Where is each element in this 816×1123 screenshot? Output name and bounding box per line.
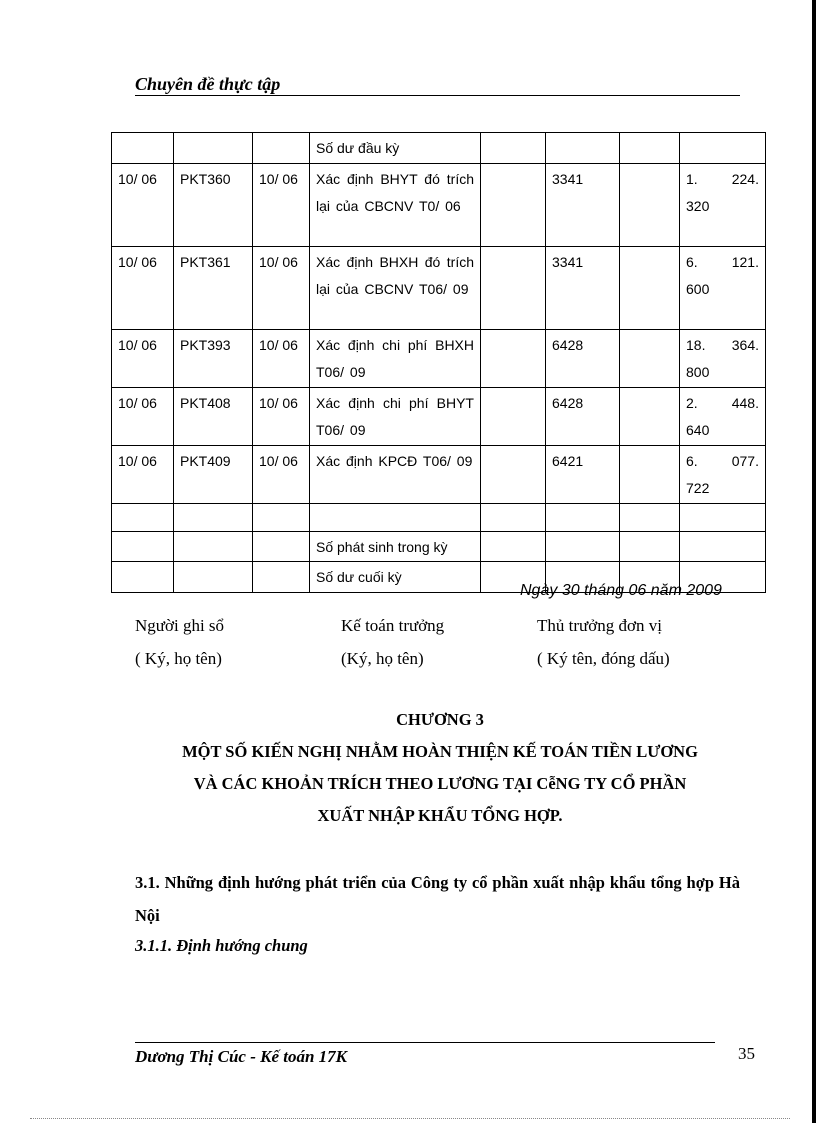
cell-date: 10/ 06: [112, 387, 174, 445]
table-row-blank: [112, 503, 766, 531]
cell-debit: [481, 387, 546, 445]
page-number: 35: [738, 1044, 755, 1063]
cell-account: 3341: [546, 246, 620, 329]
cell-amount: 6. 121. 600: [680, 246, 766, 329]
cell-amount: 6. 077. 722: [680, 445, 766, 503]
cell-description: Xác định KPCĐ T06/ 09: [310, 445, 481, 503]
ledger-table: [111, 132, 766, 593]
page-right-border: [812, 0, 816, 1123]
table-row: [112, 387, 766, 445]
cell-description: Xác định chi phí BHXH T06/ 09: [310, 329, 481, 387]
cell-doc-date: 10/ 06: [253, 163, 310, 246]
subsection-heading: 3.1.1. Định hướng chung: [135, 936, 308, 955]
footer-author: Dương Thị Cúc - Kế toán 17K: [135, 1047, 348, 1066]
cell-date: 10/ 06: [112, 329, 174, 387]
cell-account: 6428: [546, 387, 620, 445]
cell-account: 3341: [546, 163, 620, 246]
header-title: Chuyên đề thực tập: [135, 74, 281, 94]
table-row: [112, 445, 766, 503]
cell-doc-no: PKT361: [174, 246, 253, 329]
cell-amount: 18. 364. 800: [680, 329, 766, 387]
signature-note-director: ( Ký tên, đóng dấu): [537, 649, 670, 668]
chapter-title-line-3: XUẤT NHẬP KHẨU TỔNG HỢP.: [317, 806, 563, 825]
cell-doc-date: 10/ 06: [253, 329, 310, 387]
cell-debit: [481, 246, 546, 329]
bottom-dotted-line: [30, 1118, 790, 1119]
cell-date: 10/ 06: [112, 163, 174, 246]
cell-doc-no: PKT409: [174, 445, 253, 503]
cell-date: 10/ 06: [112, 246, 174, 329]
cell-empty: [620, 387, 680, 445]
cell-account: 6428: [546, 329, 620, 387]
cell-date: 10/ 06: [112, 445, 174, 503]
period-total-label: Số phát sinh trong kỳ: [310, 531, 481, 562]
signature-role-recorder: Người ghi sổ: [135, 616, 225, 635]
table-row: [112, 246, 766, 329]
date-line: Ngày 30 tháng 06 năm 2009: [520, 582, 722, 599]
cell-doc-date: 10/ 06: [253, 445, 310, 503]
chapter-title-line-2: VÀ CÁC KHOẢN TRÍCH THEO LƯƠNG TẠI CễNG TY CỔ PHẦN: [193, 774, 687, 793]
cell-doc-no: PKT393: [174, 329, 253, 387]
cell-doc-date: 10/ 06: [253, 246, 310, 329]
cell-empty: [620, 163, 680, 246]
cell-debit: [481, 445, 546, 503]
cell-empty: [620, 246, 680, 329]
cell-empty: [620, 329, 680, 387]
signature-note-chief-accountant: (Ký, họ tên): [341, 649, 424, 668]
cell-debit: [481, 329, 546, 387]
table-row-period-total: [112, 531, 766, 562]
chapter-number: CHƯƠNG 3: [396, 710, 484, 729]
cell-description: Xác định BHXH đó trích lại của CBCNV T06/ 09: [310, 246, 481, 329]
table-row: [112, 329, 766, 387]
signature-role-chief-accountant: Kế toán trưởng: [341, 616, 445, 635]
signature-role-director: Thủ trưởng đơn vị: [537, 616, 662, 635]
cell-empty: [620, 445, 680, 503]
closing-balance-label: Số dư cuối kỳ: [310, 562, 481, 593]
chapter-title-line-1: MỘT SỐ KIẾN NGHỊ NHẰM HOÀN THIỆN KẾ TOÁN TIỀN LƯƠNG: [182, 742, 698, 761]
opening-balance-label: Số dư đầu kỳ: [310, 133, 481, 164]
cell-amount: 1. 224. 320: [680, 163, 766, 246]
section-heading: 3.1. Những định hướng phát triển của Công ty cổ phần xuất nhập khẩu tổng hợp Hà Nội: [135, 873, 740, 925]
header-rule: [135, 95, 740, 96]
cell-description: Xác định BHYT đó trích lại của CBCNV T0/ 06: [310, 163, 481, 246]
cell-debit: [481, 163, 546, 246]
cell-amount: 2. 448. 640: [680, 387, 766, 445]
cell-description: Xác định chi phí BHYT T06/ 09: [310, 387, 481, 445]
cell-doc-no: PKT408: [174, 387, 253, 445]
cell-doc-date: 10/ 06: [253, 387, 310, 445]
footer-rule: [135, 1042, 715, 1043]
cell-account: 6421: [546, 445, 620, 503]
cell-doc-no: PKT360: [174, 163, 253, 246]
table-row: [112, 163, 766, 246]
table-row-opening: [112, 133, 766, 164]
signature-note-recorder: ( Ký, họ tên): [135, 649, 222, 668]
